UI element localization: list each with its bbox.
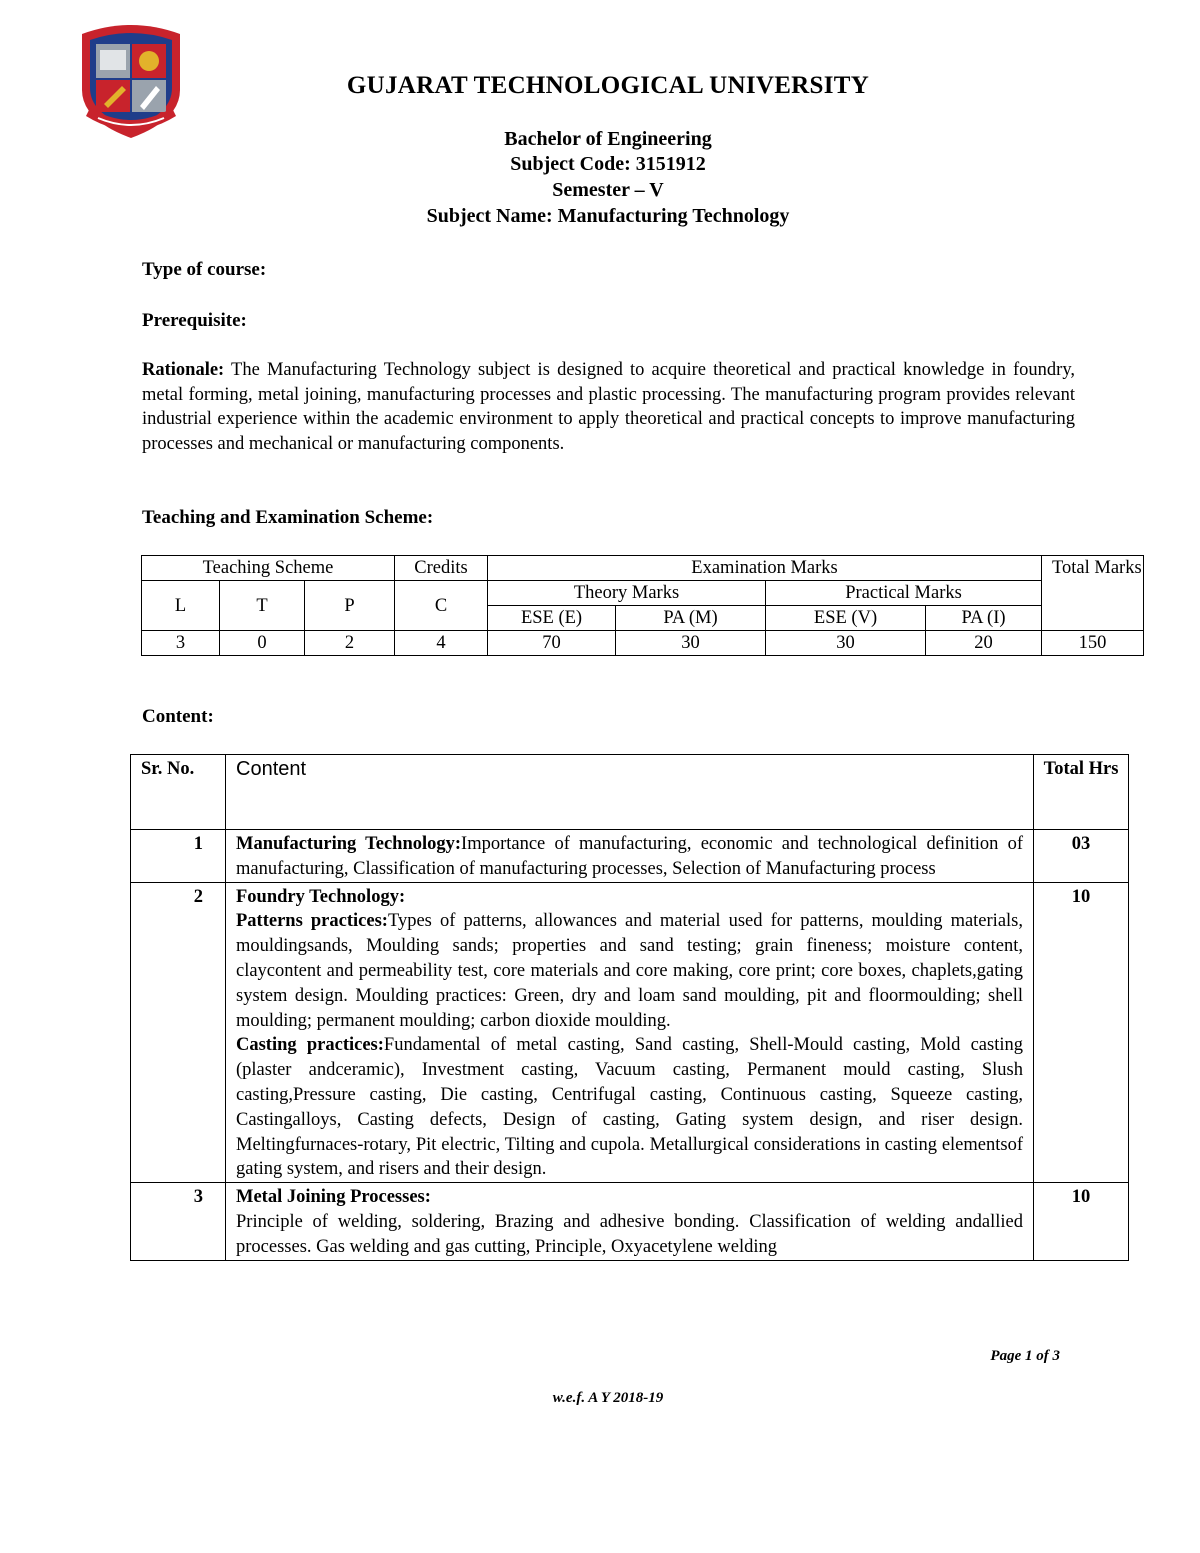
total-hrs-header: Total Hrs	[1034, 755, 1129, 830]
rationale-label: Rationale:	[142, 360, 225, 380]
ese-v-value: 30	[766, 631, 926, 656]
row-title: Foundry Technology:	[236, 886, 406, 907]
row-subtitle: Casting practices:	[236, 1035, 384, 1056]
wef-note: w.e.f. A Y 2018-19	[552, 1390, 664, 1406]
scheme-heading: Teaching and Examination Scheme:	[142, 507, 434, 528]
credits-header: Credits	[395, 556, 488, 581]
row-content	[226, 882, 1034, 1183]
content-heading: Content:	[142, 706, 214, 727]
semester: Semester – V	[552, 179, 664, 201]
c-value: 4	[395, 631, 488, 656]
ese-e-header: ESE (E)	[488, 606, 616, 631]
content-table	[130, 754, 1129, 1261]
type-of-course-label: Type of course:	[142, 259, 267, 280]
total-value: 150	[1042, 631, 1144, 656]
p-header: P	[305, 581, 395, 631]
row-title: Metal Joining Processes:	[236, 1187, 431, 1208]
row-sr-no: 3	[131, 1183, 226, 1260]
practical-marks-header: Practical Marks	[766, 581, 1042, 606]
row-text: Fundamental of metal casting, Sand casting, Shell-Mould casting, Mold casting (plaster andceramic), Investment casting, Vacuum casting, Permanent mould casting, Slush casting,Pressure casting, Die casting, Centrifugal casting, Continuous casting, Squeeze casting, Castingalloys, Casting defects, Design of casting, Gating system design, and riser design. Meltingfurnaces-rotary, Pit electric, Tilting and cupola. Metallurgical considerations in casting elementsof gating system, and risers and their design.	[236, 1035, 1023, 1180]
prerequisite-label: Prerequisite:	[142, 310, 247, 331]
row-subtitle: Patterns practices:	[236, 911, 388, 932]
table-row	[131, 830, 1129, 883]
row-content	[226, 1183, 1034, 1260]
row-sr-no: 1	[131, 830, 226, 883]
subject-code: Subject Code: 3151912	[510, 153, 706, 175]
ese-e-value: 70	[488, 631, 616, 656]
table-row	[131, 882, 1129, 1183]
teaching-scheme-header: Teaching Scheme	[142, 556, 395, 581]
l-header: L	[142, 581, 220, 631]
theory-marks-header: Theory Marks	[488, 581, 766, 606]
pa-i-value: 20	[926, 631, 1042, 656]
c-header: C	[395, 581, 488, 631]
row-title: Manufacturing Technology:	[236, 834, 462, 854]
row-hrs: 03	[1034, 830, 1129, 883]
pa-m-value: 30	[616, 631, 766, 656]
row-text: Importance of manufacturing, economic and technological definition of manufacturing, Classification of manufacturing processes, Selection of Manufacturing process	[236, 834, 1023, 879]
pa-m-header: PA (M)	[616, 606, 766, 631]
table-row	[131, 1183, 1129, 1260]
sr-no-header: Sr. No.	[131, 755, 226, 830]
p-value: 2	[305, 631, 395, 656]
teaching-exam-scheme-table	[141, 555, 1144, 656]
l-value: 3	[142, 631, 220, 656]
row-text: Principle of welding, soldering, Brazing and adhesive bonding. Classification of welding andallied processes. Gas welding and gas cutting, Principle, Oxyacetylene welding	[236, 1211, 1023, 1257]
row-text: Types of patterns, allowances and material used for patterns, moulding materials, mouldingsands, Moulding sands; properties and sand testing; grain fineness; moisture content, claycontent and permeability test, core materials and core making, core print; core boxes, chaplets,gating system design. Moulding practices: Green, dry and loam sand moulding, pit and floormoulding; shell moulding; permanent moulding; carbon dioxide moulding.	[236, 911, 1023, 1031]
content-header: Content	[226, 755, 1034, 830]
row-sr-no: 2	[131, 882, 226, 1183]
rationale-text: The Manufacturing Technology subject is designed to acquire theoretical and practical knowledge in foundry, metal forming, metal joining, manufacturing processes and plastic processing. The manufacturing program provides relevant industrial experience within the academic environment to apply theoretical and practical concepts to improve manufacturing processes and mechanical or manufacturing components.	[142, 360, 1075, 455]
t-header: T	[220, 581, 305, 631]
ese-v-header: ESE (V)	[766, 606, 926, 631]
scheme-values-row	[142, 631, 1144, 656]
t-value: 0	[220, 631, 305, 656]
row-hrs: 10	[1034, 882, 1129, 1183]
row-hrs: 10	[1034, 1183, 1129, 1260]
rationale-paragraph	[142, 358, 1075, 457]
subject-name: Subject Name: Manufacturing Technology	[426, 205, 790, 227]
page-number: Page 1 of 3	[990, 1348, 1060, 1364]
total-marks-header: Total Marks	[1042, 556, 1144, 631]
pa-i-header: PA (I)	[926, 606, 1042, 631]
degree: Bachelor of Engineering	[504, 128, 712, 150]
examination-marks-header: Examination Marks	[488, 556, 1042, 581]
university-title: GUJARAT TECHNOLOGICAL UNIVERSITY	[346, 72, 870, 99]
content-table-header-row	[131, 755, 1129, 830]
row-content	[226, 830, 1034, 883]
